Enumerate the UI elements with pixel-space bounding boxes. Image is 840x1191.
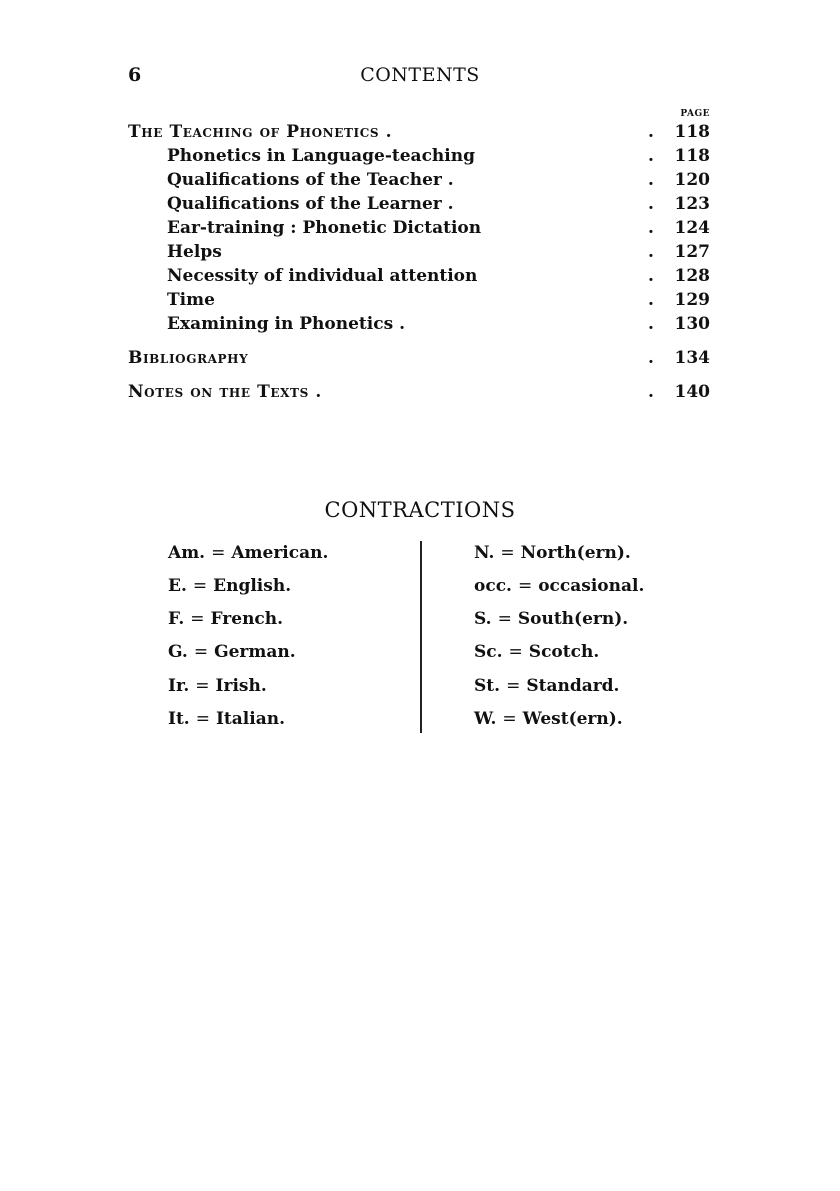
contraction-abbreviation: Sc. — [474, 642, 503, 662]
equals-sign: = — [517, 576, 533, 596]
contraction-meaning: Irish. — [215, 676, 267, 696]
toc-entry-page: 120 — [674, 170, 710, 190]
contraction-item — [474, 576, 644, 600]
toc-entry-page: 134 — [674, 348, 710, 368]
toc-entry-title: Phonetics in Language-teaching — [167, 146, 475, 166]
toc-leader-dot: . — [648, 194, 654, 214]
contraction-item — [474, 543, 631, 567]
contraction-item — [168, 543, 328, 567]
toc-entry-title: The Teaching of Phonetics . — [128, 122, 393, 142]
contraction-meaning: Italian. — [215, 709, 286, 729]
contraction-abbreviation: S. — [474, 609, 492, 629]
contraction-meaning: occasional. — [538, 576, 645, 596]
contraction-abbreviation: E. — [168, 576, 187, 596]
column-divider — [420, 541, 422, 733]
toc-entry-page: 127 — [674, 242, 710, 262]
equals-sign: = — [506, 676, 521, 696]
contraction-abbreviation: G. — [168, 642, 188, 662]
contraction-meaning: German. — [214, 642, 296, 662]
toc-entry-page: 118 — [674, 146, 710, 166]
toc-entry-page: 130 — [674, 314, 710, 334]
contraction-abbreviation: occ. — [474, 576, 512, 596]
toc-entry-title: Helps — [167, 242, 222, 262]
toc-entry-title: Qualifications of the Teacher . — [167, 170, 454, 190]
contraction-item — [168, 709, 285, 733]
toc-entry — [0, 314, 840, 338]
contractions-heading: CONTRACTIONS — [324, 498, 516, 522]
toc-entry-title: Time — [167, 290, 215, 310]
contraction-meaning: North(ern). — [520, 543, 631, 563]
contraction-item — [168, 676, 267, 700]
toc-entry-title: Necessity of individual attention — [167, 266, 478, 286]
toc-entry-title: Qualifications of the Learner . — [167, 194, 454, 214]
contraction-meaning: South(ern). — [517, 609, 629, 629]
contraction-meaning: Scotch. — [528, 642, 600, 662]
contraction-abbreviation: Am. — [168, 543, 206, 563]
equals-sign: = — [190, 609, 205, 629]
toc-entry — [0, 266, 840, 290]
toc-entry-title: Bibliography — [128, 348, 249, 368]
toc-entry — [0, 146, 840, 170]
equals-sign: = — [508, 642, 523, 662]
toc-entry — [0, 218, 840, 242]
contraction-item — [474, 709, 623, 733]
toc-leader-dot: . — [648, 290, 654, 310]
toc-leader-dot: . — [648, 266, 654, 286]
contraction-item — [168, 609, 283, 633]
toc-entry-title: Examining in Phonetics . — [167, 314, 405, 334]
equals-sign: = — [192, 576, 208, 596]
toc-leader-dot: . — [648, 348, 654, 368]
contraction-item — [474, 642, 599, 666]
equals-sign: = — [211, 543, 226, 563]
page-column-label: PAGE — [680, 109, 710, 119]
toc-entry — [0, 382, 840, 406]
toc-entry-page: 129 — [674, 290, 710, 310]
page-number: 6 — [128, 64, 142, 86]
contraction-meaning: English. — [213, 576, 292, 596]
equals-sign: = — [195, 676, 210, 696]
contraction-item — [474, 609, 628, 633]
contraction-abbreviation: N. — [474, 543, 495, 563]
contraction-item — [168, 642, 296, 666]
toc-entry — [0, 122, 840, 146]
toc-entry — [0, 170, 840, 194]
contraction-abbreviation: Ir. — [168, 676, 190, 696]
toc-leader-dot: . — [648, 382, 654, 402]
toc-entry-title: Notes on the Texts . — [128, 382, 322, 402]
toc-entry — [0, 348, 840, 372]
contraction-meaning: French. — [210, 609, 284, 629]
equals-sign: = — [502, 709, 517, 729]
toc-leader-dot: . — [648, 170, 654, 190]
toc-leader-dot: . — [648, 218, 654, 238]
toc-entry-page: 123 — [674, 194, 710, 214]
running-head: CONTENTS — [360, 64, 480, 86]
toc-entry-page: 140 — [674, 382, 710, 402]
equals-sign: = — [500, 543, 515, 563]
toc-entry-page: 128 — [674, 266, 710, 286]
toc-entry-page: 124 — [674, 218, 710, 238]
contraction-meaning: Standard. — [526, 676, 620, 696]
contraction-abbreviation: St. — [474, 676, 501, 696]
toc-leader-dot: . — [648, 314, 654, 334]
equals-sign: = — [195, 709, 210, 729]
contraction-abbreviation: It. — [168, 709, 190, 729]
toc-entry — [0, 194, 840, 218]
contraction-abbreviation: W. — [474, 709, 497, 729]
contraction-item — [474, 676, 619, 700]
toc-entry — [0, 290, 840, 314]
toc-leader-dot: . — [648, 122, 654, 142]
contraction-abbreviation: F. — [168, 609, 185, 629]
toc-leader-dot: . — [648, 242, 654, 262]
toc-entry-page: 118 — [674, 122, 710, 142]
equals-sign: = — [497, 609, 512, 629]
contraction-item — [168, 576, 291, 600]
toc-entry — [0, 242, 840, 266]
toc-leader-dot: . — [648, 146, 654, 166]
contraction-meaning: West(ern). — [522, 709, 623, 729]
toc-entry-title: Ear-training : Phonetic Dictation — [167, 218, 482, 238]
equals-sign: = — [193, 642, 209, 662]
contraction-meaning: American. — [231, 543, 329, 563]
